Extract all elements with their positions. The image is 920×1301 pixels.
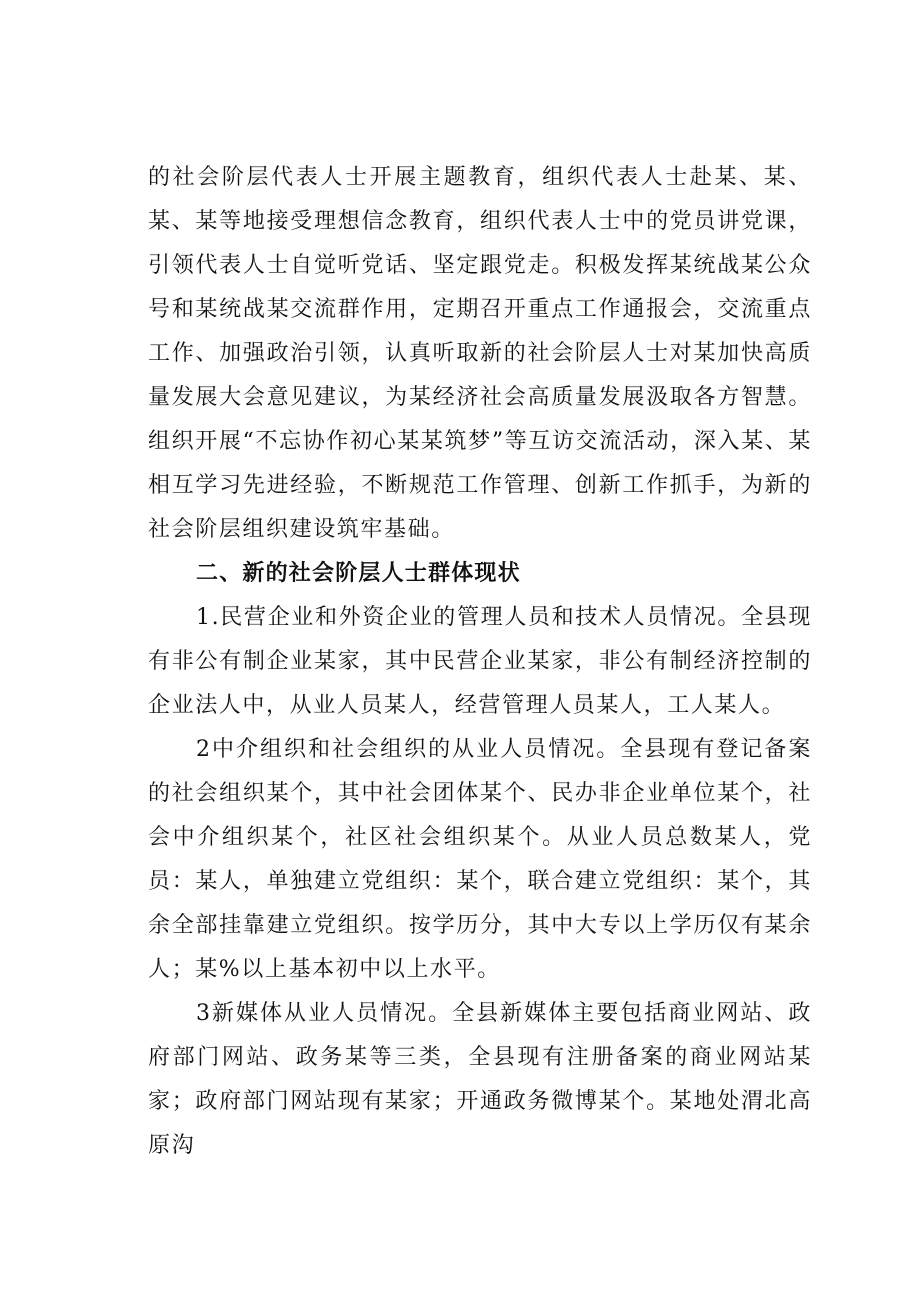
- paragraph-private-enterprises: 1.民营企业和外资企业的管理人员和技术人员情况。全县现有非公有制企业某家，其中民营企业某家，非公有制经济控制的企业法人中，从业人员某人，经营管理人员某人，工人某人。: [148, 605, 812, 718]
- paragraph-new-media: 3新媒体从业人员情况。全县新媒体主要包括商业网站、政府部门网站、政务某等三类，全县现有注册备案的商业网站某家；政府部门网站现有某家；开通政务微博某个。某地处渭北高原沟: [148, 1001, 812, 1158]
- section-heading: 二、新的社会阶层人士群体现状: [196, 561, 521, 586]
- paragraph-intro-continuation: 的社会阶层代表人士开展主题教育，组织代表人士赴某、某、某、某等地接受理想信念教育，组织代表人士中的党员讲党课，引领代表人士自觉听党话、坚定跟党走。积极发挥某统战某公众号和某统战某交流群作用，定期召开重点工作通报会，交流重点工作、加强政治引领，认真听取新的社会阶层人士对某加快高质量发展大会意见建议，为某经济社会高质量发展汲取各方智慧。组织开展“不忘协作初心某某筑梦”等互访交流活动，深入某、某相互学习先进经验，不断规范工作管理、创新工作抓手，为新的社会阶层组织建设筑牢基础。: [148, 165, 812, 542]
- document-body: [148, 156, 812, 1168]
- paragraph-social-organizations: 2中介组织和社会组织的从业人员情况。全县现有登记备案的社会组织某个，其中社会团体某个、民办非企业单位某个，社会中介组织某个，社区社会组织某个。从业人员总数某人，党员：某人，单独建立党组织：某个，联合建立党组织：某个，其余全部挂靠建立党组织。按学历分，其中大专以上学历仅有某余人；某%以上基本初中以上水平。: [148, 737, 812, 982]
